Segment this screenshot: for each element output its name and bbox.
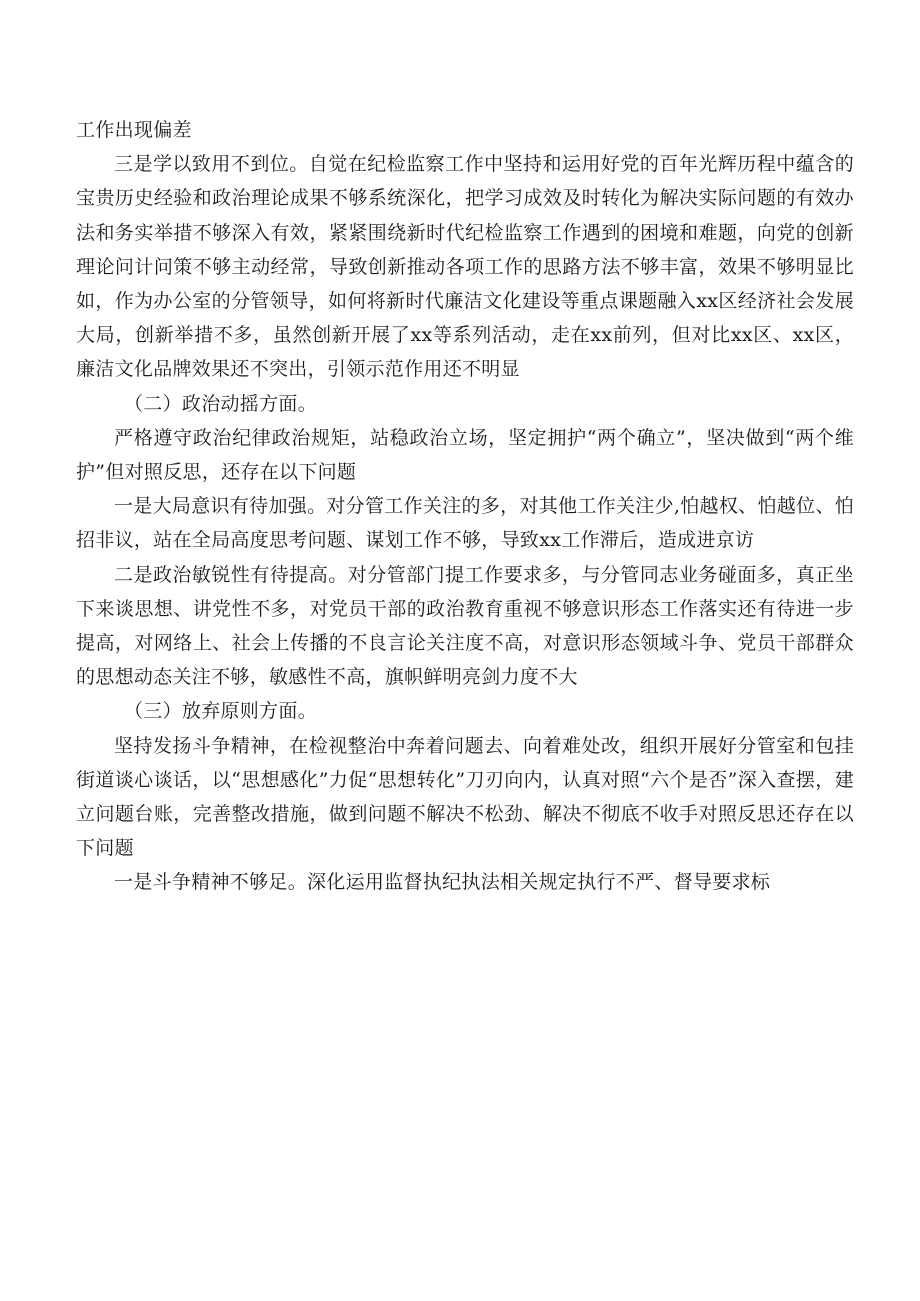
paragraph-point-three-study: 三是学以致用不到位。自觉在纪检监察工作中坚持和运用好党的百年光辉历程中蕴含的宝贵历史经验和政治理论成果不够系统深化，把学习成效及时转化为解决实际问题的有效办法和务实举措不够深入有效，紧紧围绕新时代纪检监察工作遇到的困境和难题，向党的创新理论问计问策不够主动经常，导致创新推动各项工作的思路方法不够丰富，效果不够明显比如，作为办公室的分管领导，如何将新时代廉洁文化建设等重点课题融入xx区经济社会发展大局，创新举措不多，虽然创新开展了xx等系列活动，走在xx前列，但对比xx区、xx区，廉洁文化品牌效果还不突出，引领示范作用还不明显 bbox=[76, 153, 854, 381]
paragraph-political-discipline: 严格遵守政治纪律政治规矩，站稳政治立场，坚定拥护“两个确立”，坚决做到“两个维护”但对照反思，还存在以下问题 bbox=[76, 426, 854, 484]
document-body bbox=[76, 113, 854, 900]
section-heading-abandoning-principles: （三）放弃原则方面。 bbox=[124, 700, 318, 723]
paragraph-point-one-fighting-spirit: 一是斗争精神不够足。深化运用监督执纪执法相关规定执行不严、督导要求标 bbox=[114, 871, 771, 894]
paragraph-point-two-political-sensitivity: 二是政治敏锐性有待提高。对分管部门提工作要求多，与分管同志业务碰面多，真正坐下来谈思想、讲党性不多，对党员干部的政治教育重视不够意识形态工作落实还有待进一步提高，对网络上、社会上传播的不良言论关注度不高，对意识形态领域斗争、党员干部群众的思想动态关注不够，敏感性不高，旗帜鲜明亮剑力度不大 bbox=[76, 563, 854, 689]
paragraph-point-one-overall-awareness: 一是大局意识有待加强。对分管工作关注的多，对其他工作关注少,怕越权、怕越位、怕招非议，站在全局高度思考问题、谋划工作不够，导致xx工作滞后，造成进京访 bbox=[76, 495, 854, 552]
section-heading-political-wavering: （二）政治动摇方面。 bbox=[124, 392, 318, 415]
paragraph-fighting-spirit: 坚持发扬斗争精神，在检视整治中奔着问题去、向着难处改，组织开展好分管室和包挂街道谈心谈话，以“思想感化”力促“思想转化”刀刃向内，认真对照“六个是否”深入查摆，建立问题台账，完善整改措施，做到问题不解决不松劲、解决不彻底不收手对照反思还存在以下问题 bbox=[76, 734, 854, 860]
paragraph-continuation: 工作出现偏差 bbox=[76, 119, 192, 141]
